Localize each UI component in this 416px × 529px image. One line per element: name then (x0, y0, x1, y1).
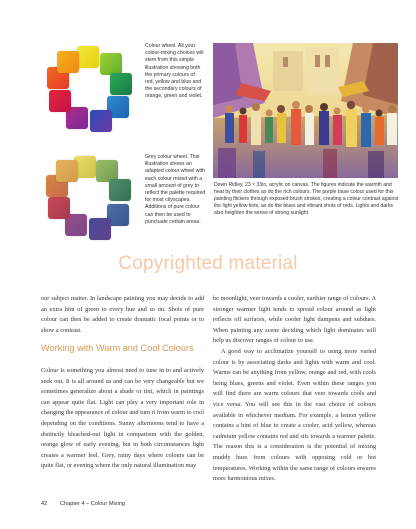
grey-wheel-caption: Grey colour wheel. This illustration shows an adapted colour wheel with each colour mixed with a small amount of grey to reflect the palette required for most cityscapes. Additions of pure colour can then be used to punctuate certain areas. (145, 154, 206, 225)
colour-wheel-caption: Colour wheel. All your colour-mixing choices will stem from this simple illustration showing both the primary colours of red, yellow and blue and the secondary colours of orange, green and violet. (145, 43, 204, 100)
grey-tile-indigo (89, 218, 111, 240)
wheel-tile-yellow-orange (57, 51, 79, 73)
wheel-tile-red (49, 90, 71, 112)
section-heading: Working with Warm and Cool Colours (41, 343, 194, 353)
grey-colour-wheel-illustration (44, 152, 136, 244)
chapter-footer: Chapter 4 – Colour Mixing (60, 501, 125, 507)
right-column-paragraph-2: A good way to acclimatize yourself to using more varied colour is by associating darks and lights with warm and cool. Warms can be anything from yellow, orange and red, with cools being blues, greens and violet. Even within these ranges you will find there are warm colours that veer towards cools and vice versa. You will see this in the vast choice of colours available in whichever medium. For example, a lemon yellow contains a hint of blue to create a cooler, acid yellow, whereas cadmium yellow contains red and sits towards a warmer palette. The reason this is a consideration is the potential of mixing muddy hues from colours with opposing cold or hot temperatures. Working within the same range of colours ensures more harmonious mixes. (213, 347, 376, 483)
wheel-tile-green (110, 73, 132, 95)
right-column-paragraph-1: be moonlight, veer towards a cooler, earthier range of colours. A stronger warmer light tends to spread colour around as light reflects off surfaces, while cooler light dampens and subdues. When painting any scene deciding which light dominates will help us discover ranges of colour to use. (213, 295, 376, 345)
left-column-text: Colour is something you almost need to tune in to and actively seek out. It is all around us and can be very changeable but we sometimes generalize about a shade or tint, which in paintings can appear quite flat. Light can play a very important role in changing the appearance of colour and turn it from warm to cool depending on the conditions. Sunny afternoons tend to have a distinctly bleached-out light in comparison with the golden, orange glow of early evening, but in both circumstances light creates a warmer feel. Grey, rainy days where colours can be quite flat, or evening where the only natural illumination may (41, 367, 204, 470)
wheel-tile-blue (90, 110, 112, 132)
wheel-tile-green-yellow (100, 53, 122, 75)
right-column (213, 294, 376, 485)
colour-wheel-illustration (44, 44, 136, 136)
copyright-watermark: Copyrighted material (118, 253, 298, 274)
painting-caption: Down Ridley, 23 × 33in, acrylic on canvas. The figures indicate the warmth and heat by their clothes as do the rich colours. The purple base colour used for this painting flickers through exposed brush strokes, creating a colour contrast against the light yellow tints, as do the blues and vibrant shots of reds. Lights and darks also heighten the sense of strong sunlight. (214, 182, 399, 217)
grey-tile-green (109, 179, 131, 201)
grey-tile-yellow-orange (56, 160, 78, 182)
street-scene-painting (213, 43, 398, 178)
intro-paragraph: our subject matter. In landscape painting you may decide to add an extra hint of green to every hue and so on. Shots of pure colour can then be added to create dramatic focal points or to show a contrast. (41, 295, 204, 334)
grey-tile-red (48, 197, 70, 219)
wheel-tile-yellow (77, 46, 99, 68)
page-number: 42 (41, 501, 48, 507)
